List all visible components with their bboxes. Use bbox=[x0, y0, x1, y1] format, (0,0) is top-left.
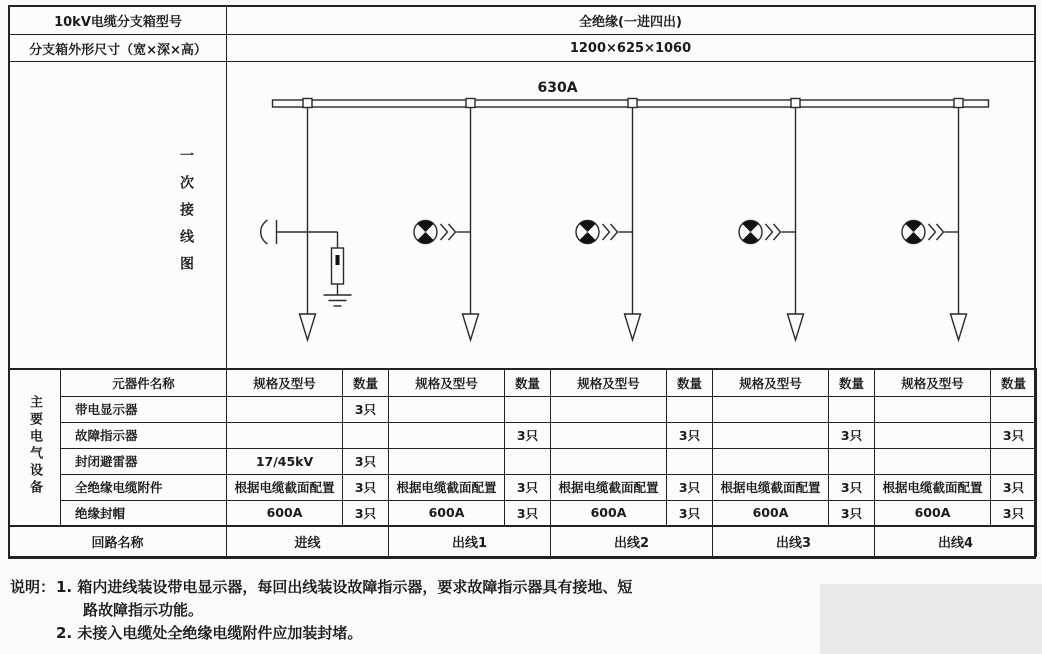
col-header-qty: 数量 bbox=[667, 369, 713, 396]
spec-cell bbox=[551, 448, 667, 474]
fault-indicator-icon bbox=[414, 221, 471, 244]
qty-cell bbox=[343, 422, 389, 448]
busbar-tap-icon bbox=[466, 99, 475, 108]
spec-cell bbox=[389, 422, 505, 448]
circuit-row-label: 回路名称 bbox=[9, 526, 227, 556]
size-label: 分支箱外形尺寸（宽×深×高） bbox=[10, 35, 227, 61]
busbar-tap-icon bbox=[791, 99, 800, 108]
cable-terminal-arrow-icon bbox=[463, 314, 479, 340]
outgoing-feeder-line-4 bbox=[902, 108, 967, 341]
col-header-spec: 规格及型号 bbox=[551, 369, 667, 396]
spec-cell: 根据电缆截面配置 bbox=[389, 474, 505, 500]
spec-cell: 根据电缆截面配置 bbox=[551, 474, 667, 500]
table-row bbox=[9, 422, 1037, 448]
cable-terminal-arrow-icon bbox=[625, 314, 641, 340]
table-row bbox=[9, 500, 1037, 526]
spec-cell bbox=[713, 448, 829, 474]
spec-cell bbox=[875, 422, 991, 448]
qty-cell bbox=[829, 396, 875, 422]
model-row bbox=[10, 7, 1034, 35]
notes-body bbox=[56, 576, 632, 645]
note-line: 2. 未接入电缆处全绝缘电缆附件应加装封堵。 bbox=[56, 624, 363, 642]
circuit-name-row bbox=[9, 526, 1037, 556]
qty-cell bbox=[667, 396, 713, 422]
qty-cell: 3只 bbox=[343, 500, 389, 526]
equipment-table bbox=[8, 368, 1037, 557]
model-label: 10kV电缆分支箱型号 bbox=[10, 7, 227, 34]
qty-cell: 3只 bbox=[667, 422, 713, 448]
spec-cell bbox=[389, 448, 505, 474]
col-header-spec: 规格及型号 bbox=[389, 369, 505, 396]
ground-icon bbox=[324, 295, 352, 306]
circuit-footer-cell: 进线 bbox=[227, 526, 389, 556]
cable-terminal-arrow-icon bbox=[951, 314, 967, 340]
qty-cell bbox=[991, 396, 1037, 422]
component-name-cell: 故障指示器 bbox=[61, 422, 227, 448]
model-value: 全绝缘(一进四出) bbox=[579, 15, 682, 30]
busbar-tap-icon bbox=[303, 99, 312, 108]
spec-cell: 根据电缆截面配置 bbox=[227, 474, 343, 500]
qty-cell: 3只 bbox=[991, 422, 1037, 448]
component-name-cell: 封闭避雷器 bbox=[61, 448, 227, 474]
spec-cell bbox=[551, 422, 667, 448]
diagram-section-label-cell bbox=[10, 62, 227, 368]
qty-cell: 3只 bbox=[505, 422, 551, 448]
note-line: 路故障指示功能。 bbox=[83, 601, 204, 619]
qty-cell bbox=[829, 448, 875, 474]
spec-cell bbox=[551, 396, 667, 422]
spec-cell: 600A bbox=[389, 500, 505, 526]
col-header-qty: 数量 bbox=[343, 369, 389, 396]
qty-cell bbox=[667, 448, 713, 474]
table-row bbox=[9, 474, 1037, 500]
col-header-spec: 规格及型号 bbox=[227, 369, 343, 396]
qty-cell bbox=[505, 396, 551, 422]
spec-cell bbox=[227, 396, 343, 422]
col-header-qty: 数量 bbox=[991, 369, 1037, 396]
col-header-component: 元器件名称 bbox=[61, 369, 227, 396]
outgoing-feeder-line-2 bbox=[576, 108, 641, 341]
spec-cell: 根据电缆截面配置 bbox=[713, 474, 829, 500]
spec-cell bbox=[713, 422, 829, 448]
table-row bbox=[9, 396, 1037, 422]
circuit-footer-cell: 出线1 bbox=[389, 526, 551, 556]
spec-cell: 600A bbox=[551, 500, 667, 526]
equipment-header-row bbox=[9, 369, 1037, 396]
notes-section bbox=[10, 576, 870, 645]
spec-cell: 根据电缆截面配置 bbox=[875, 474, 991, 500]
qty-cell: 3只 bbox=[829, 422, 875, 448]
drawing-sheet bbox=[8, 5, 1036, 559]
busbar-rating-label: 630A bbox=[537, 80, 578, 96]
busbar-tap-icon bbox=[628, 99, 637, 108]
spec-cell bbox=[875, 448, 991, 474]
col-header-spec: 规格及型号 bbox=[713, 369, 829, 396]
diagram-canvas bbox=[227, 62, 1034, 368]
fault-indicator-icon bbox=[739, 221, 796, 244]
outgoing-feeder-line-1 bbox=[414, 108, 479, 341]
component-name-cell: 带电显示器 bbox=[61, 396, 227, 422]
spec-cell: 600A bbox=[227, 500, 343, 526]
equipment-side-label bbox=[9, 369, 61, 526]
col-header-qty: 数量 bbox=[829, 369, 875, 396]
fault-indicator-icon bbox=[576, 221, 633, 244]
component-name-cell: 全绝缘电缆附件 bbox=[61, 474, 227, 500]
circuit-footer-cell: 出线2 bbox=[551, 526, 713, 556]
qty-cell: 3只 bbox=[991, 500, 1037, 526]
spec-cell: 17/45kV bbox=[227, 448, 343, 474]
qty-cell: 3只 bbox=[505, 500, 551, 526]
surge-arrester-icon bbox=[332, 232, 344, 295]
single-line-diagram-row bbox=[10, 62, 1034, 368]
spec-cell bbox=[713, 396, 829, 422]
qty-cell: 3只 bbox=[343, 448, 389, 474]
size-value: 1200×625×1060 bbox=[569, 40, 692, 56]
qty-cell bbox=[991, 448, 1037, 474]
single-line-diagram bbox=[227, 62, 1034, 368]
cable-terminal-arrow-icon bbox=[300, 314, 316, 340]
col-header-qty: 数量 bbox=[505, 369, 551, 396]
qty-cell: 3只 bbox=[667, 500, 713, 526]
fault-indicator-icon bbox=[902, 221, 959, 244]
spec-cell bbox=[227, 422, 343, 448]
incoming-feeder-line bbox=[261, 108, 352, 341]
live-display-sensor-icon bbox=[261, 220, 338, 244]
spec-cell bbox=[875, 396, 991, 422]
qty-cell: 3只 bbox=[829, 500, 875, 526]
table-row bbox=[9, 448, 1037, 474]
circuit-footer-cell: 出线3 bbox=[713, 526, 875, 556]
cable-terminal-arrow-icon bbox=[788, 314, 804, 340]
outgoing-feeder-line-3 bbox=[739, 108, 804, 341]
spec-cell: 600A bbox=[713, 500, 829, 526]
qty-cell: 3只 bbox=[343, 396, 389, 422]
qty-cell: 3只 bbox=[343, 474, 389, 500]
busbar-tap-icon bbox=[954, 99, 963, 108]
size-row bbox=[10, 35, 1034, 62]
circuit-footer-cell: 出线4 bbox=[875, 526, 1037, 556]
qty-cell: 3只 bbox=[505, 474, 551, 500]
qty-cell: 3只 bbox=[667, 474, 713, 500]
col-header-spec: 规格及型号 bbox=[875, 369, 991, 396]
qty-cell bbox=[505, 448, 551, 474]
spec-cell bbox=[389, 396, 505, 422]
component-name-cell: 绝缘封帽 bbox=[61, 500, 227, 526]
diagram-section-label: 一次接线图 bbox=[178, 147, 194, 283]
qty-cell: 3只 bbox=[829, 474, 875, 500]
notes-prefix: 说明： bbox=[10, 578, 56, 596]
note-line: 1. 箱内进线装设带电显示器，每回出线装设故障指示器，要求故障指示器具有接地、短 bbox=[56, 578, 633, 596]
equipment-side-label-text: 主要电气设备 bbox=[27, 395, 42, 497]
spec-cell: 600A bbox=[875, 500, 991, 526]
qty-cell: 3只 bbox=[991, 474, 1037, 500]
